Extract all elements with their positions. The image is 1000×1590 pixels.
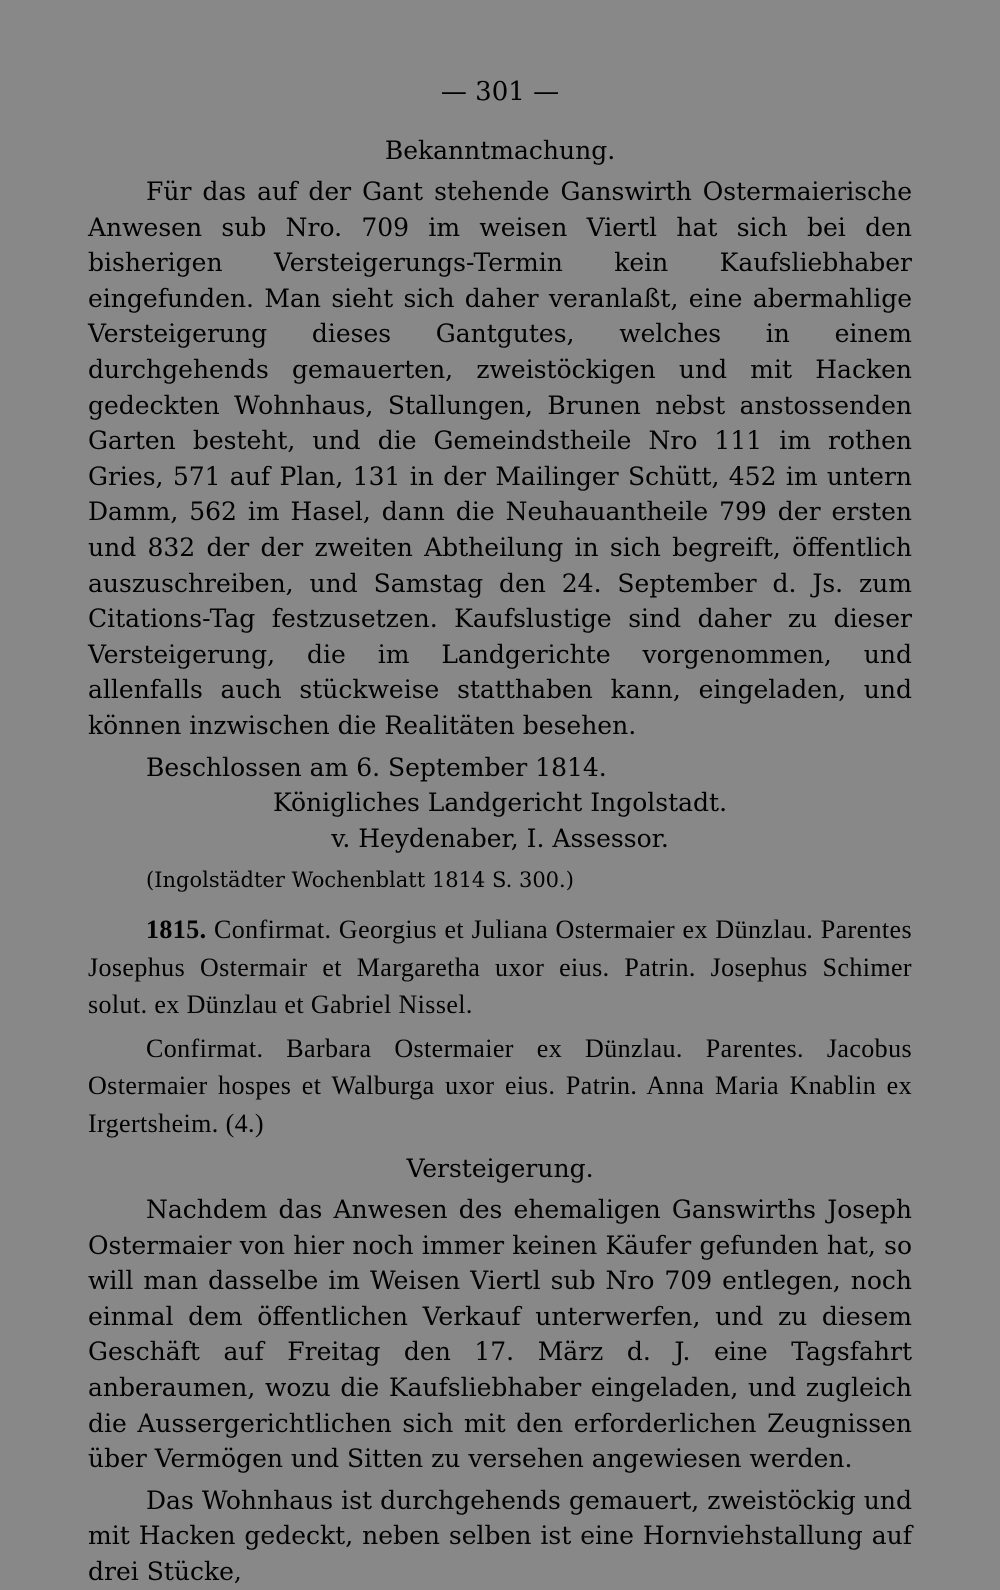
house-description-paragraph: Das Wohnhaus ist durchgehends gemauert, zweistöckig und mit Hacken gedeckt, neben selben ist eine Hornviehstallung auf drei Stücke,: [88, 1485, 912, 1587]
source-citation: (Ingolstädter Wochenblatt 1814 S. 300.): [146, 868, 574, 893]
record-text: Confirmat. Georgius et Juliana Ostermaier ex Dünzlau. Parentes Josephus Ostermair et Margaretha uxor eius. Patrin. Josephus Schimer solut. ex Dünzlau et Gabriel Nissel.: [88, 915, 912, 1020]
record-year: 1815.: [146, 915, 207, 945]
announcement-paragraph: Für das auf der Gant stehende Ganswirth Ostermaierische Anwesen sub Nro. 709 im weisen Viertl hat sich bei den bisherigen Versteigerungs-Termin kein Kaufsliebhaber eingefunden. Man sieht sich daher veranlaßt, eine abermahlige Versteigerung dieses Gantgutes, welches in einem durchgehends gemauerten, zweistöckigen und mit Hacken gedeckten Wohnhaus, Stallungen, Brunen nebst anstossenden Garten besteht, und die Gemeindstheile Nro 111 im rothen Gries, 571 auf Plan, 131 in der Mailinger Schütt, 452 im untern Damm, 562 im Hasel, dann die Neuhauantheile 799 der ersten und 832 der der zweiten Abtheilung in sich begreift, öffentlich auszuschreiben, und Samstag den 24. September d. Js. zum Citations-Tag festzusetzen. Kaufslustige sind daher zu dieser Versteigerung, die im Landgerichte vorgenommen, und allenfalls auch stückweise statthaben kann, eingeladen, und können inzwischen die Realitäten besehen.: [88, 177, 912, 740]
confirmation-record-1: [88, 911, 912, 1024]
signature-court: Königliches Landgericht Ingolstadt.: [272, 788, 728, 818]
section-heading-versteigerung: Versteigerung.: [406, 1154, 594, 1184]
signature-assessor: v. Heydenaber, I. Assessor.: [331, 824, 669, 854]
auction-paragraph: Nachdem das Anwesen des ehemaligen Ganswirths Joseph Ostermaier von hier noch immer keinen Käufer gefunden hat, so will man dasselbe im Weisen Viertl sub Nro 709 entlegen, noch einmal dem öffentlichen Verkauf unterwerfen, und zu diesem Geschäft auf Freitag den 17. März d. J. eine Tagsfahrt anberaumen, wozu die Kaufsliebhaber eingeladen, und zugleich die Aussergerichtlichen sich mit den erforderlichen Zeugnissen über Vermögen und Sitten zu versehen angewiesen werden.: [88, 1195, 912, 1474]
resolution-date: Beschlossen am 6. September 1814.: [146, 752, 607, 782]
section-heading-bekanntmachung: Bekanntmachung.: [384, 136, 616, 165]
page-number: — 301 —: [440, 77, 560, 107]
confirmation-record-2: Confirmat. Barbara Ostermaier ex Dünzlau. Parentes. Jacobus Ostermaier hospes et Walburga uxor eius. Patrin. Anna Maria Knablin ex Irgertsheim. (4.): [88, 1033, 912, 1138]
